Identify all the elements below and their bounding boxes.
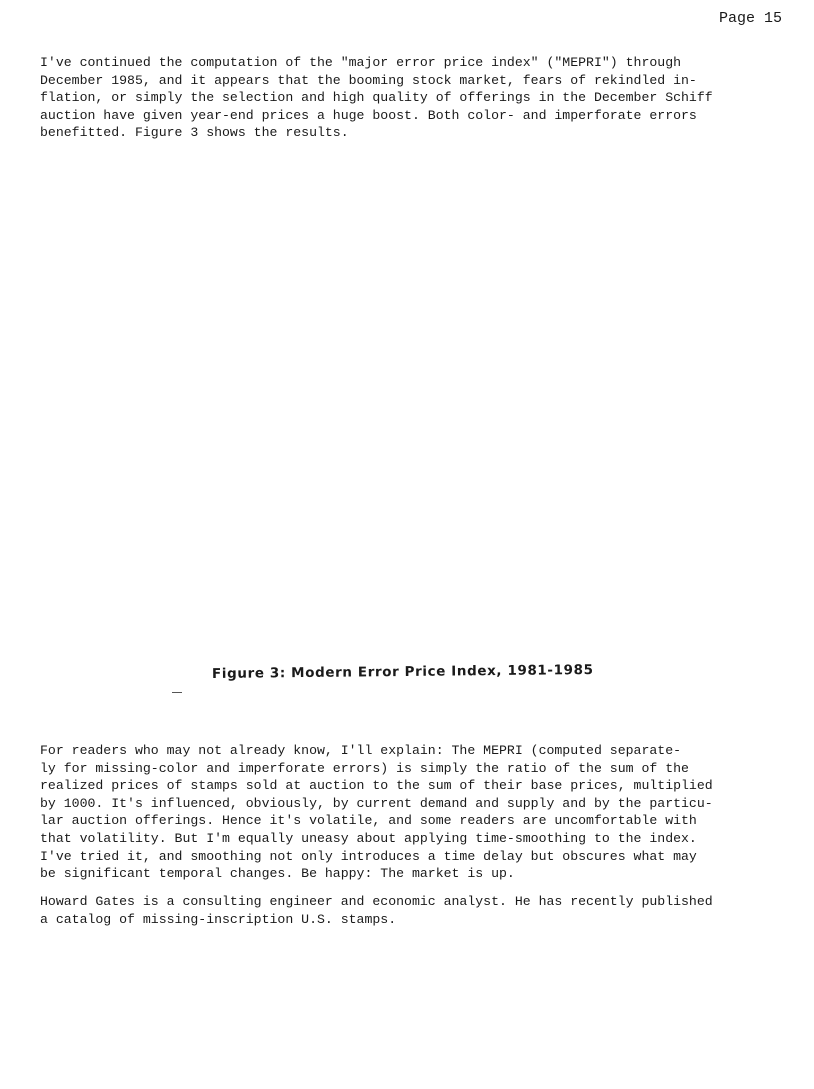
figure-caption: Figure 3: Modern Error Price Index, 1981-1985: [211, 662, 594, 682]
explanation-paragraph: For readers who may not already know, I'll explain: The MEPRI (computed separate- ly for missing-color and imperforate errors) is simply the ratio of the sum of the realized prices of stamps sold at auction to the sum of their base prices, multiplied by 1000. It's influenced, obviously, by current demand and supply and by the particu- lar auction offerings. Hence it's volatile, and some readers are uncomfortable with that volatility. But I'm equally uneasy about applying time-smoothing to the index. I've tried it, and smoothing not only introduces a time delay but obscures what may be significant temporal changes. Be happy: The market is up.: [40, 743, 713, 882]
stray-mark: [172, 692, 182, 693]
error-price-index-chart: [110, 150, 690, 650]
intro-paragraph: I've continued the computation of the "major error price index" ("MEPRI") through December 1985, and it appears that the booming stock market, fears of rekindled in- flation, or simply the selection and high quality of offerings in the December Schiff auction have given year-end prices a huge boost. Both color- and imperforate errors benefitted. Figure 3 shows the results.: [40, 55, 713, 141]
author-bio-paragraph: Howard Gates is a consulting engineer and economic analyst. He has recently published a catalog of missing-inscription U.S. stamps.: [40, 894, 713, 927]
page-number: Page 15: [718, 10, 782, 27]
